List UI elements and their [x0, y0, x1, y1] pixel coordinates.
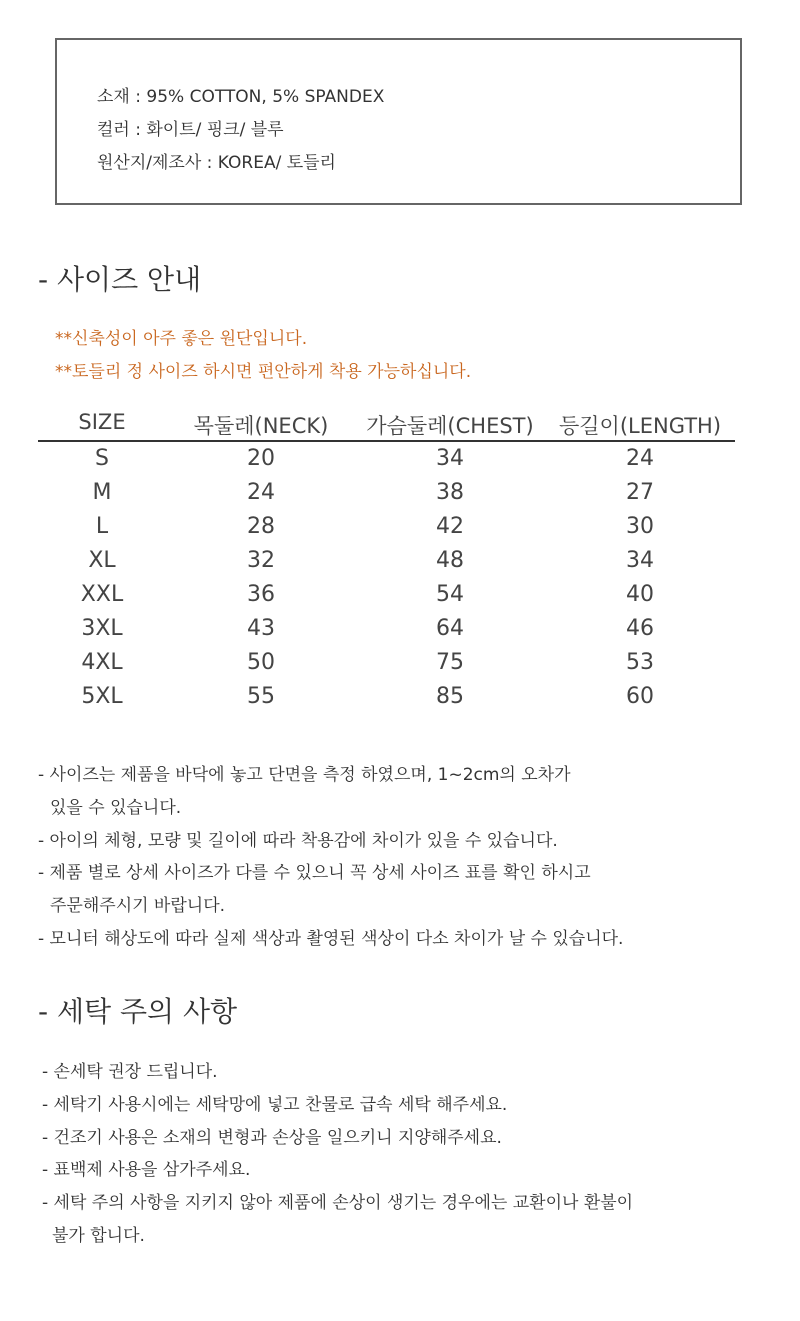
care-line: - 건조기 사용은 소재의 변형과 손상을 일으키니 지양해주세요. [42, 1128, 502, 1148]
disclaimer-measurement-cont: 있을 수 있습니다. [50, 798, 182, 818]
size-table-body [38, 442, 735, 714]
stretch-note: **신축성이 아주 좋은 원단입니다. [55, 329, 308, 349]
cell-neck: 50 [247, 650, 275, 675]
material-text: 소재 : 95% COTTON, 5% SPANDEX [97, 87, 385, 107]
product-info-box [55, 38, 742, 205]
cell-neck: 55 [247, 684, 275, 709]
cell-size: XL [88, 548, 116, 573]
table-row [38, 680, 735, 714]
cell-chest: 64 [436, 616, 464, 641]
header-size: SIZE [78, 410, 126, 434]
table-row [38, 612, 735, 646]
header-length: 등길이(LENGTH) [558, 414, 722, 438]
cell-length: 46 [626, 616, 654, 641]
cell-size: XXL [80, 582, 124, 607]
origin-text: 원산지/제조사 : KOREA/ 토들리 [97, 153, 336, 173]
disclaimer-measurement: - 사이즈는 제품을 바닥에 놓고 단면을 측정 하였으며, 1~2cm의 오차가 [38, 765, 571, 785]
cell-size: 5XL [81, 684, 123, 709]
care-line: - 표백제 사용을 삼가주세요. [42, 1160, 251, 1180]
care-line-cont: 불가 합니다. [52, 1226, 145, 1246]
cell-length: 34 [626, 548, 654, 573]
cell-length: 24 [626, 446, 654, 471]
cell-neck: 36 [247, 582, 275, 607]
table-row [38, 442, 735, 476]
cell-length: 53 [626, 650, 654, 675]
care-line: - 세탁기 사용시에는 세탁망에 넣고 찬물로 급속 세탁 해주세요. [42, 1095, 508, 1115]
disclaimer-monitor-color: - 모니터 해상도에 따라 실제 색상과 촬영된 색상이 다소 차이가 날 수 있습니다. [38, 929, 624, 949]
cell-length: 30 [626, 514, 654, 539]
cell-neck: 43 [247, 616, 275, 641]
cell-length: 40 [626, 582, 654, 607]
cell-size: S [95, 446, 109, 471]
care-title: - 세탁 주의 사항 [38, 995, 238, 1028]
cell-size: 4XL [81, 650, 123, 675]
table-row [38, 646, 735, 680]
table-row [38, 578, 735, 612]
header-chest: 가슴둘레(CHEST) [366, 414, 534, 438]
cell-chest: 54 [436, 582, 464, 607]
cell-chest: 34 [436, 446, 464, 471]
size-table-header [38, 408, 735, 442]
cell-neck: 28 [247, 514, 275, 539]
cell-length: 27 [626, 480, 654, 505]
size-table [38, 408, 735, 714]
cell-length: 60 [626, 684, 654, 709]
cell-chest: 85 [436, 684, 464, 709]
fit-note: **토들리 정 사이즈 하시면 편안하게 착용 가능하십니다. [55, 362, 472, 382]
cell-neck: 20 [247, 446, 275, 471]
disclaimer-detail-size-cont: 주문해주시기 바랍니다. [50, 896, 226, 916]
cell-chest: 42 [436, 514, 464, 539]
table-row [38, 544, 735, 578]
cell-neck: 32 [247, 548, 275, 573]
cell-size: M [92, 480, 112, 505]
disclaimer-detail-size: - 제품 별로 상세 사이즈가 다를 수 있으니 꼭 상세 사이즈 표를 확인 하시고 [38, 863, 591, 883]
table-row [38, 510, 735, 544]
cell-chest: 75 [436, 650, 464, 675]
size-guide-title: - 사이즈 안내 [38, 263, 202, 296]
cell-size: 3XL [81, 616, 123, 641]
disclaimer-fit: - 아이의 체형, 모량 및 길이에 따라 착용감에 차이가 있을 수 있습니다. [38, 831, 558, 851]
cell-neck: 24 [247, 480, 275, 505]
cell-chest: 38 [436, 480, 464, 505]
care-line: - 손세탁 권장 드립니다. [42, 1062, 218, 1082]
care-line: - 세탁 주의 사항을 지키지 않아 제품에 손상이 생기는 경우에는 교환이나 환불이 [42, 1193, 634, 1213]
cell-chest: 48 [436, 548, 464, 573]
table-row [38, 476, 735, 510]
cell-size: L [95, 514, 109, 539]
header-neck: 목둘레(NECK) [193, 414, 329, 438]
color-text: 컬러 : 화이트/ 핑크/ 블루 [97, 120, 284, 140]
